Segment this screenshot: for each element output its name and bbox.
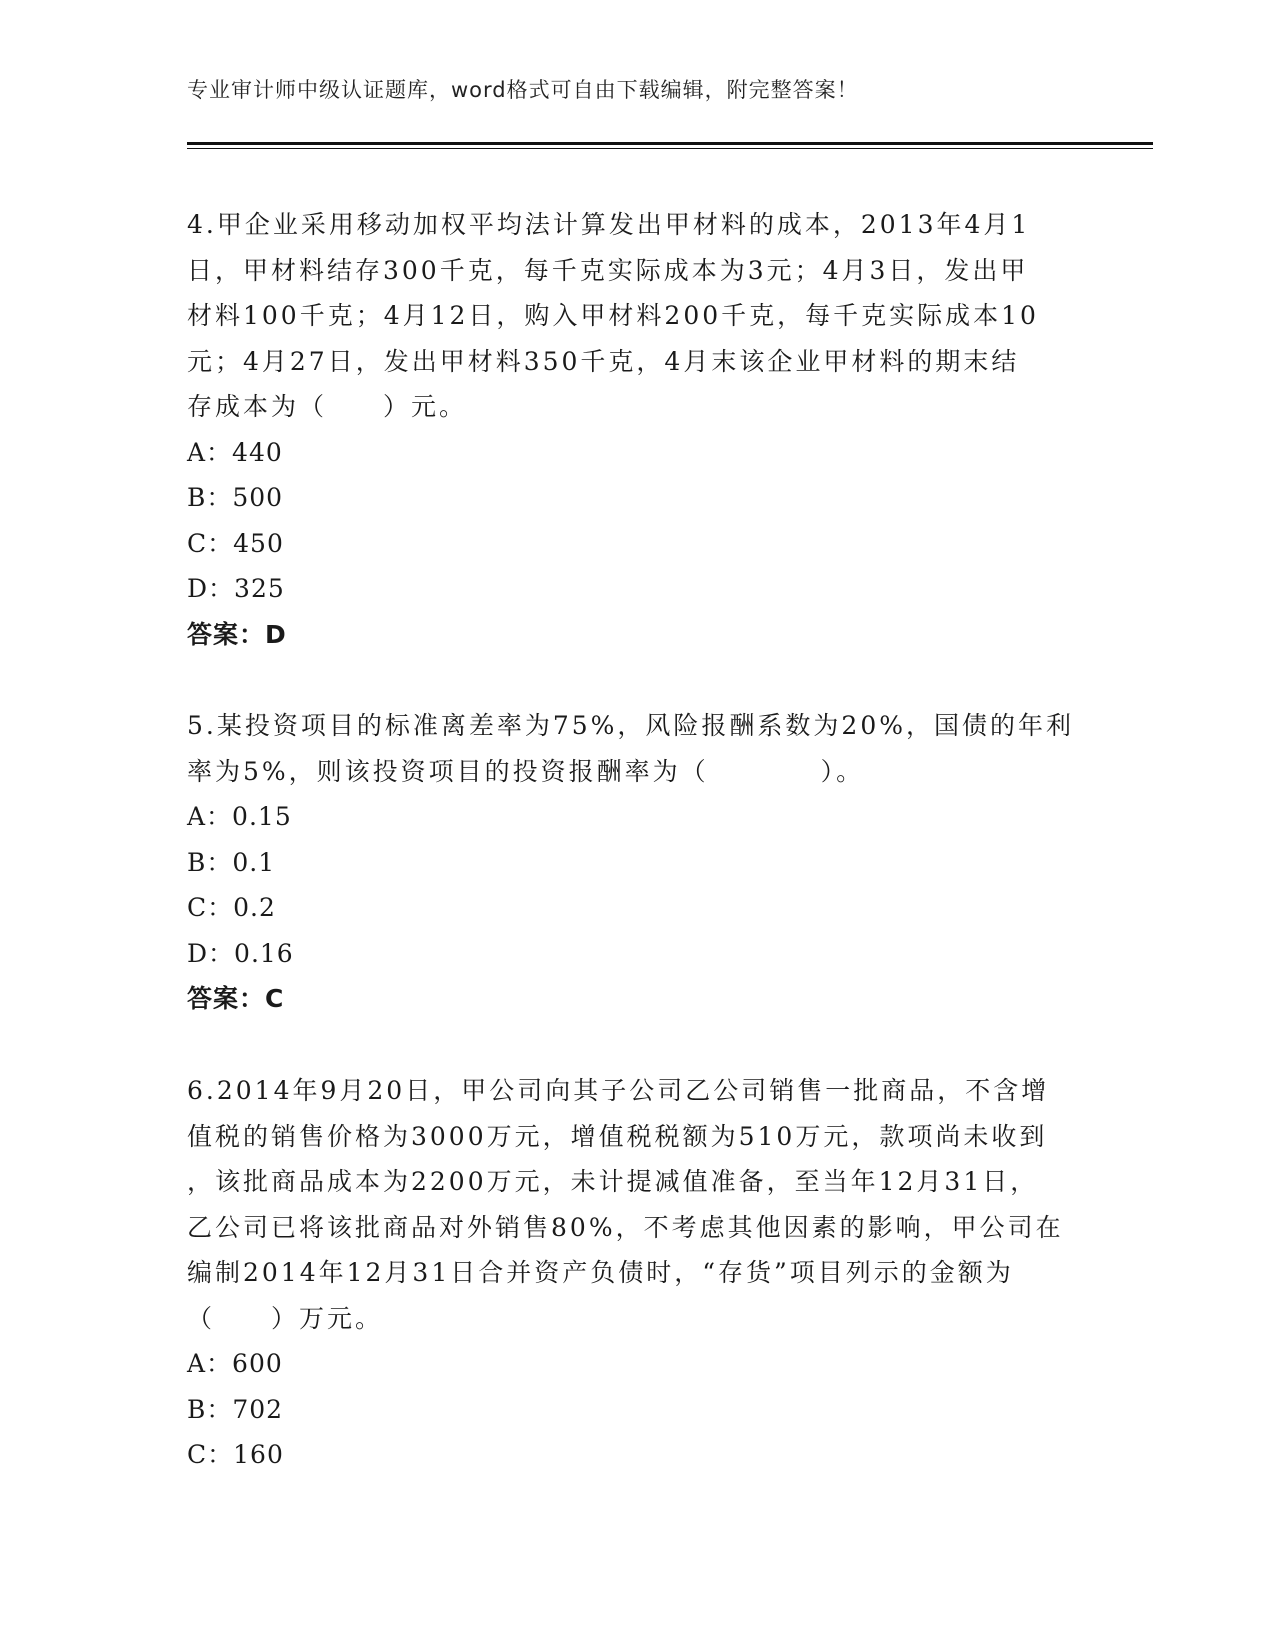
stem-line: 编制2014年12月31日合并资产负债时，“存货”项目列示的金额为 xyxy=(187,1258,1014,1287)
option-a: A：600 xyxy=(187,1349,283,1378)
option-c: C：160 xyxy=(187,1440,284,1469)
question-4-stem xyxy=(187,202,1087,430)
stem-line: ，该批商品成本为2200万元，未计提减值准备，至当年12月31日， xyxy=(187,1167,1039,1196)
stem-line: 材料100千克；4月12日，购入甲材料200千克，每千克实际成本10 xyxy=(187,301,1039,330)
stem-line: 5.某投资项目的标准离差率为75%，风险报酬系数为20%，国债的年利 xyxy=(187,711,1074,740)
option-b: B：0.1 xyxy=(187,847,276,877)
header-rule-thick xyxy=(187,142,1153,145)
question-6-stem xyxy=(187,1068,1087,1341)
option-d: D：325 xyxy=(187,574,285,603)
answer: 答案：C xyxy=(187,984,285,1013)
stem-line: 6.2014年9月20日，甲公司向其子公司乙公司销售一批商品，不含增 xyxy=(187,1076,1050,1105)
option-a: A：440 xyxy=(187,437,283,467)
page-header: 专业审计师中级认证题库，word格式可自由下载编辑，附完整答案！ xyxy=(187,78,859,102)
question-6 xyxy=(187,1068,1087,1478)
option-a: A：0.15 xyxy=(187,802,292,831)
stem-line: 4.甲企业采用移动加权平均法计算发出甲材料的成本，2013年4月1 xyxy=(187,210,1031,239)
stem-line: 元；4月27日，发出甲材料350千克，4月末该企业甲材料的期末结 xyxy=(187,346,1020,376)
question-5 xyxy=(187,703,1087,1022)
question-5-stem xyxy=(187,703,1087,794)
stem-line: 存成本为（ ）元。 xyxy=(187,392,468,421)
stem-line: 日，甲材料结存300千克，每千克实际成本为3元；4月3日，发出甲 xyxy=(187,255,1029,285)
stem-line: 乙公司已将该批商品对外销售80%，不考虑其他因素的影响，甲公司在 xyxy=(187,1212,1064,1242)
header-rule-thin xyxy=(187,148,1153,149)
option-c: C：450 xyxy=(187,528,284,558)
option-b: B：702 xyxy=(187,1394,284,1424)
stem-line: 值税的销售价格为3000万元，增值税税额为510万元，款项尚未收到 xyxy=(187,1121,1048,1151)
stem-line: （ ）万元。 xyxy=(187,1303,384,1333)
option-c: C：0.2 xyxy=(187,893,276,922)
stem-line: 率为5%，则该投资项目的投资报酬率为（ ）。 xyxy=(187,756,865,786)
answer: 答案：D xyxy=(187,619,287,649)
option-b: B：500 xyxy=(187,483,284,512)
option-d: D：0.16 xyxy=(187,938,294,968)
question-4 xyxy=(187,202,1087,657)
